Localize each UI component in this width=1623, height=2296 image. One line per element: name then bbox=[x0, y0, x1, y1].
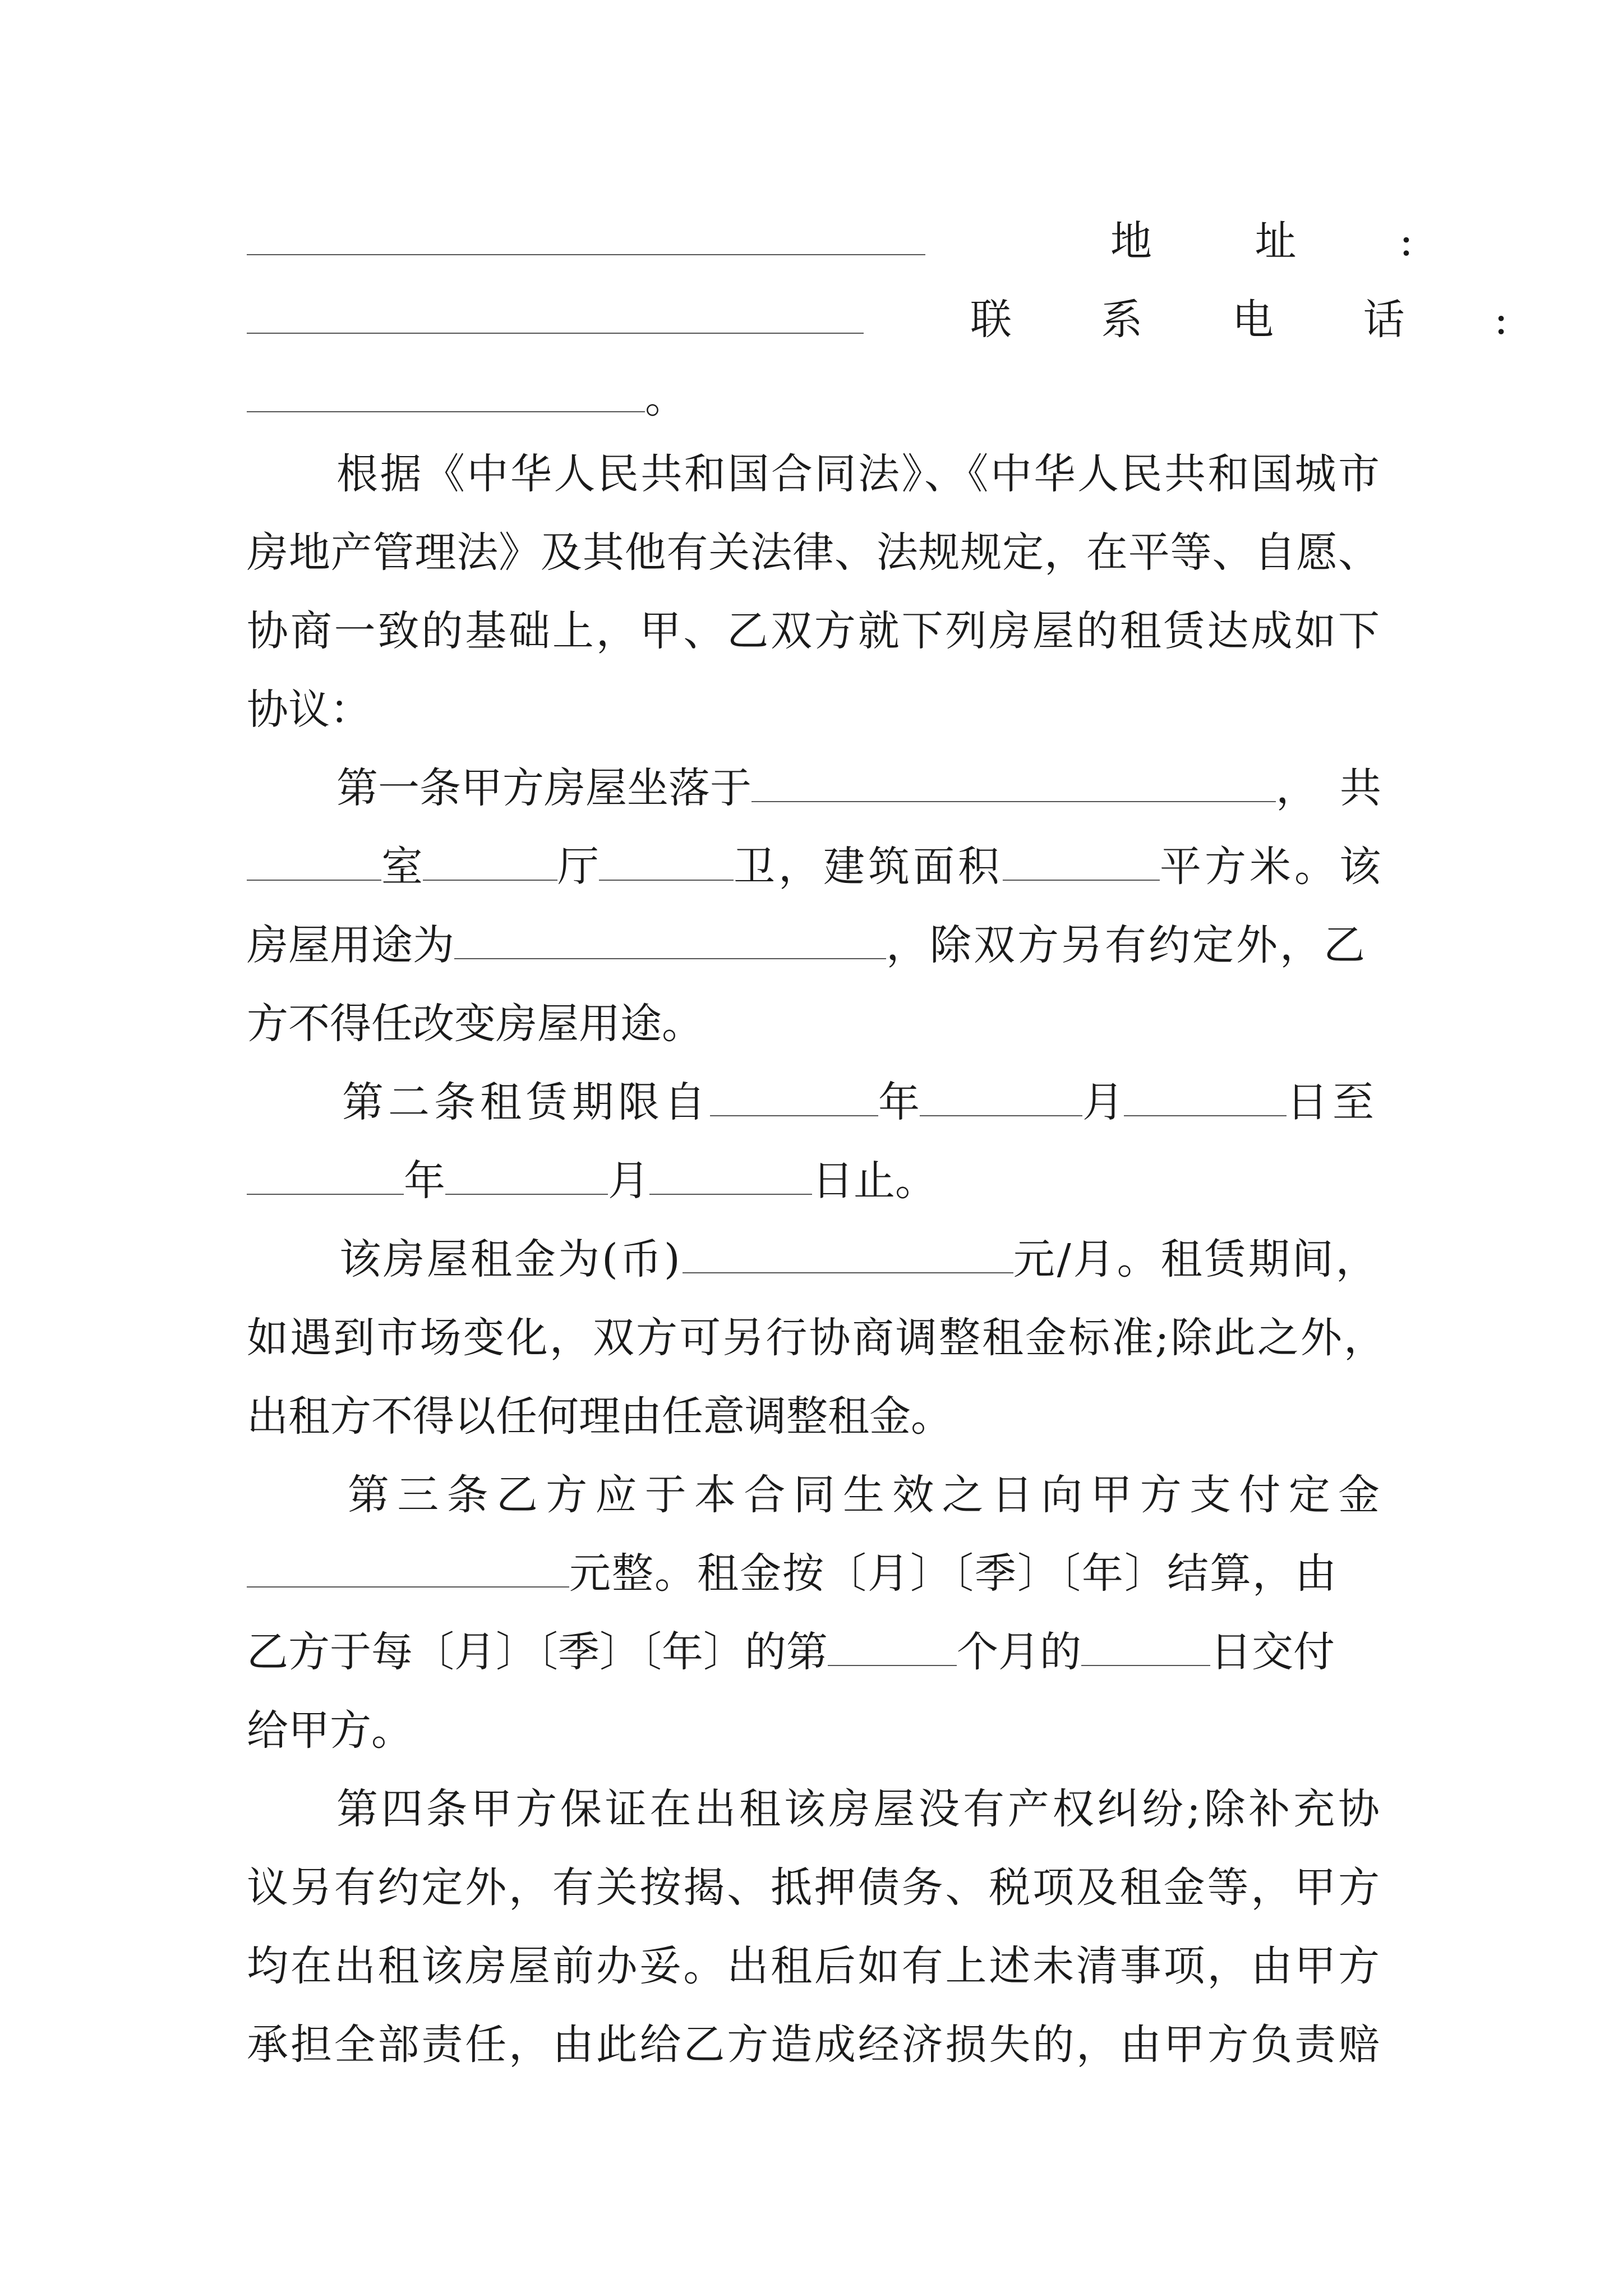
halls-blank bbox=[423, 840, 557, 881]
usage-blank bbox=[454, 919, 886, 959]
phone-label: 联 系 电 话 : bbox=[970, 296, 1547, 344]
article2-line-2: 年 月 日止。 bbox=[247, 1153, 937, 1209]
article4-line-4: 承担全部责任，由此给乙方造成经济损失的，由甲方负责赔 bbox=[247, 2021, 1380, 2069]
location-blank bbox=[751, 762, 1276, 802]
rent-amount-blank bbox=[683, 1233, 1013, 1273]
blank-underline bbox=[247, 372, 645, 412]
start-month-blank bbox=[920, 1076, 1082, 1116]
article1-line-2: 室 厅 卫，建筑面积 平方米。该 bbox=[247, 839, 1384, 895]
article2-line-1: 第二条租赁期限自 年 月 日至 bbox=[342, 1074, 1378, 1130]
intro-line-4: 协议： bbox=[247, 685, 371, 734]
end-day-blank bbox=[649, 1154, 812, 1195]
address-label: 地 址 : bbox=[1110, 217, 1458, 265]
start-day-blank bbox=[1124, 1076, 1287, 1116]
phone-line bbox=[247, 292, 1547, 348]
intro-line-3: 协商一致的基础上，甲、乙双方就下列房屋的租赁达成如下 bbox=[247, 607, 1380, 655]
rent-line-3: 出租方不得以任何理由任意调整租金。 bbox=[247, 1392, 952, 1441]
payment-month-blank bbox=[828, 1626, 957, 1666]
article3-line-1: 第三条乙方应于本合同生效之日向甲方支付定金 bbox=[348, 1471, 1380, 1519]
article4-line-1: 第四条甲方保证在出租该房屋没有产权纠纷;除补充协 bbox=[336, 1785, 1380, 1833]
rent-line-1: 该房屋租金为(币) 元/月。租赁期间， bbox=[339, 1231, 1380, 1287]
payment-day-blank bbox=[1081, 1626, 1210, 1666]
article4-line-2: 议另有约定外，有关按揭、抵押债务、税项及租金等，甲方 bbox=[247, 1864, 1380, 1912]
deposit-blank bbox=[247, 1547, 569, 1588]
rooms-blank bbox=[247, 840, 381, 881]
rent-line-2: 如遇到市场变化，双方可另行协商调整租金标准;除此之外， bbox=[247, 1314, 1385, 1362]
end-year-blank bbox=[247, 1154, 404, 1195]
article3-line-3: 乙方于每〔月〕〔季〕〔年〕的第 个月的 日交付 bbox=[247, 1624, 1335, 1680]
phone-continuation-line: 。 bbox=[247, 370, 686, 426]
intro-line-1: 根据《中华人民共和国合同法》、《中华人民共和国城市 bbox=[336, 450, 1380, 498]
article4-line-3: 均在出租该房屋前办妥。出租后如有上述未清事项，由甲方 bbox=[247, 1942, 1380, 1990]
article3-line-4: 给甲方。 bbox=[247, 1706, 413, 1755]
area-blank bbox=[1003, 840, 1160, 881]
baths-blank bbox=[599, 840, 734, 881]
intro-line-2: 房地产管理法》及其他有关法律、法规规定，在平等、自愿、 bbox=[247, 528, 1380, 577]
start-year-blank bbox=[710, 1076, 878, 1116]
blank-underline bbox=[247, 293, 864, 334]
article1-line-3: 房屋用途为 ，除双方另有约定外，乙 bbox=[247, 917, 1367, 973]
article3-line-2: 元整。租金按〔月〕〔季〕〔年〕结算，由 bbox=[247, 1545, 1338, 1602]
end-month-blank bbox=[445, 1154, 608, 1195]
blank-underline bbox=[247, 215, 925, 255]
article1-line-1: 第一条甲方房屋坐落于 ，共 bbox=[336, 760, 1404, 816]
article1-line-4: 方不得任改变房屋用途。 bbox=[247, 1000, 703, 1048]
address-line bbox=[247, 213, 1458, 269]
